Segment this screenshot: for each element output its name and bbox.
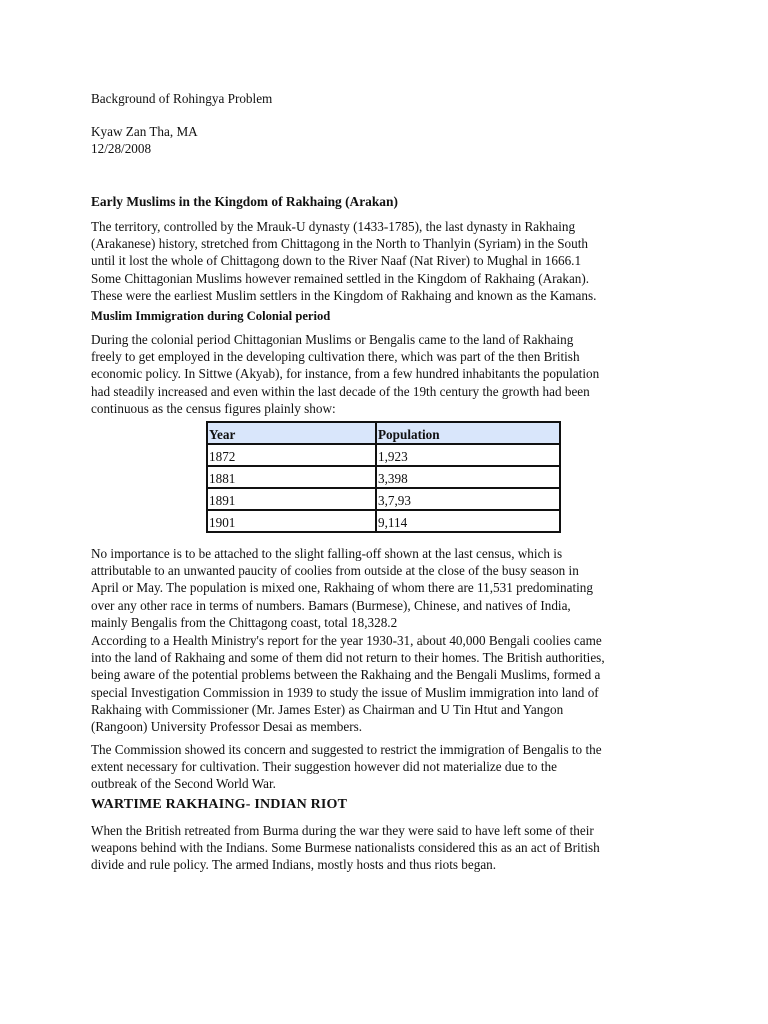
section-wartime-riot: [91, 797, 691, 813]
text-line: extent necessary for cultivation. Their suggestion however did not materialize due to the: [91, 759, 557, 775]
text-line: These were the earliest Muslim settlers in the Kingdom of Rakhaing and known as the Kamans.: [91, 287, 597, 303]
document-date: 12/28/2008: [91, 140, 152, 156]
table-header-row: [207, 422, 560, 444]
text-line: attributable to an unwanted paucity of coolies from outside at the close of the busy season in: [91, 563, 579, 579]
text-line: freely to get employed in the developing cultivation there, which was part of the then British: [91, 349, 580, 365]
paragraph: [91, 545, 691, 631]
text-line: mainly Bengalis from the Chittagong coast, total 18,328.2: [91, 614, 398, 630]
text-line: (Rangoon) University Professor Desai as members.: [91, 719, 363, 735]
text-line: special Investigation Commission in 1939 to study the issue of Muslim immigration into land of: [91, 684, 599, 700]
population-cell: 3,7,93: [376, 488, 560, 510]
text-line: had steadily increased and even within the last decade of the 19th century the growth had been: [91, 383, 590, 399]
table-row: [207, 466, 560, 488]
text-line: The territory, controlled by the Mrauk-U dynasty (1433-1785), the last dynasty in Rakhaing: [91, 219, 576, 234]
paragraph: [91, 822, 691, 874]
text-line: divide and rule policy. The armed Indians, mostly hosts and thus riots began.: [91, 857, 497, 873]
section-heading: Early Muslims in the Kingdom of Rakhaing (Arakan): [91, 194, 398, 209]
table-row: [207, 444, 560, 466]
text-line: When the British retreated from Burma during the war they were said to have left some of their: [91, 823, 594, 838]
population-cell: 1,923: [376, 444, 560, 466]
census-table: [206, 421, 561, 533]
author-name: Kyaw Zan Tha, MA: [91, 124, 198, 139]
section-heading: WARTIME RAKHAING- INDIAN RIOT: [91, 797, 348, 812]
document-header: [91, 91, 691, 108]
year-cell: 1891: [207, 488, 376, 510]
paragraph: [91, 331, 691, 417]
paragraph: [91, 632, 691, 735]
table-row: [207, 488, 560, 510]
year-cell: 1881: [207, 466, 376, 488]
paragraph: [91, 218, 691, 304]
text-line: into the land of Rakhaing and some of them did not return to their homes. The British authorities,: [91, 650, 605, 666]
text-line: until it lost the whole of Chittagong down to the River Naaf (Nat River) to Mughal in 1666.1: [91, 253, 582, 269]
population-cell: 9,114: [376, 510, 560, 532]
population-cell: 3,398: [376, 466, 560, 488]
text-line: (Arakanese) history, stretched from Chittagong in the North to Thanlyin (Syriam) in the South: [91, 236, 588, 252]
text-line: Some Chittagonian Muslims however remained settled in the Kingdom of Rakhaing (Arakan).: [91, 270, 590, 286]
text-line: No importance is to be attached to the slight falling-off shown at the last census, which is: [91, 546, 563, 561]
year-cell: 1872: [207, 444, 376, 466]
text-line: continuous as the census figures plainly show:: [91, 400, 336, 416]
author-block: [91, 124, 691, 157]
text-line: The Commission showed its concern and suggested to restrict the immigration of Bengalis to the: [91, 742, 602, 757]
text-line: over any other race in terms of numbers. Bamars (Burmese), Chinese, and natives of India,: [91, 597, 571, 613]
table-row: [207, 510, 560, 532]
section-colonial-immigration: [91, 309, 691, 324]
text-line: weapons behind with the Indians. Some Burmese nationalists considered this as an act of British: [91, 840, 600, 856]
text-line: According to a Health Ministry's report for the year 1930-31, about 40,000 Bengali coolies came: [91, 633, 602, 648]
text-line: During the colonial period Chittagonian Muslims or Bengalis came to the land of Rakhaing: [91, 332, 574, 347]
text-line: economic policy. In Sittwe (Akyab), for instance, from a few hundred inhabitants the population: [91, 366, 600, 382]
column-header-population: Population: [376, 422, 560, 444]
section-heading: Muslim Immigration during Colonial period: [91, 309, 331, 323]
column-header-year: Year: [207, 422, 376, 444]
text-line: Rakhaing with Commissioner (Mr. James Ester) as Chairman and U Tin Htut and Yangon: [91, 701, 564, 717]
paragraph: [91, 741, 691, 793]
section-early-muslims: [91, 194, 691, 210]
text-line: being aware of the potential problems between the Rakhaing and the Bengali Muslims, formed a: [91, 667, 601, 683]
document-title: Background of Rohingya Problem: [91, 91, 273, 106]
text-line: April or May. The population is mixed one, Rakhaing of whom there are 11,531 predominating: [91, 580, 593, 596]
year-cell: 1901: [207, 510, 376, 532]
text-line: outbreak of the Second World War.: [91, 776, 276, 792]
